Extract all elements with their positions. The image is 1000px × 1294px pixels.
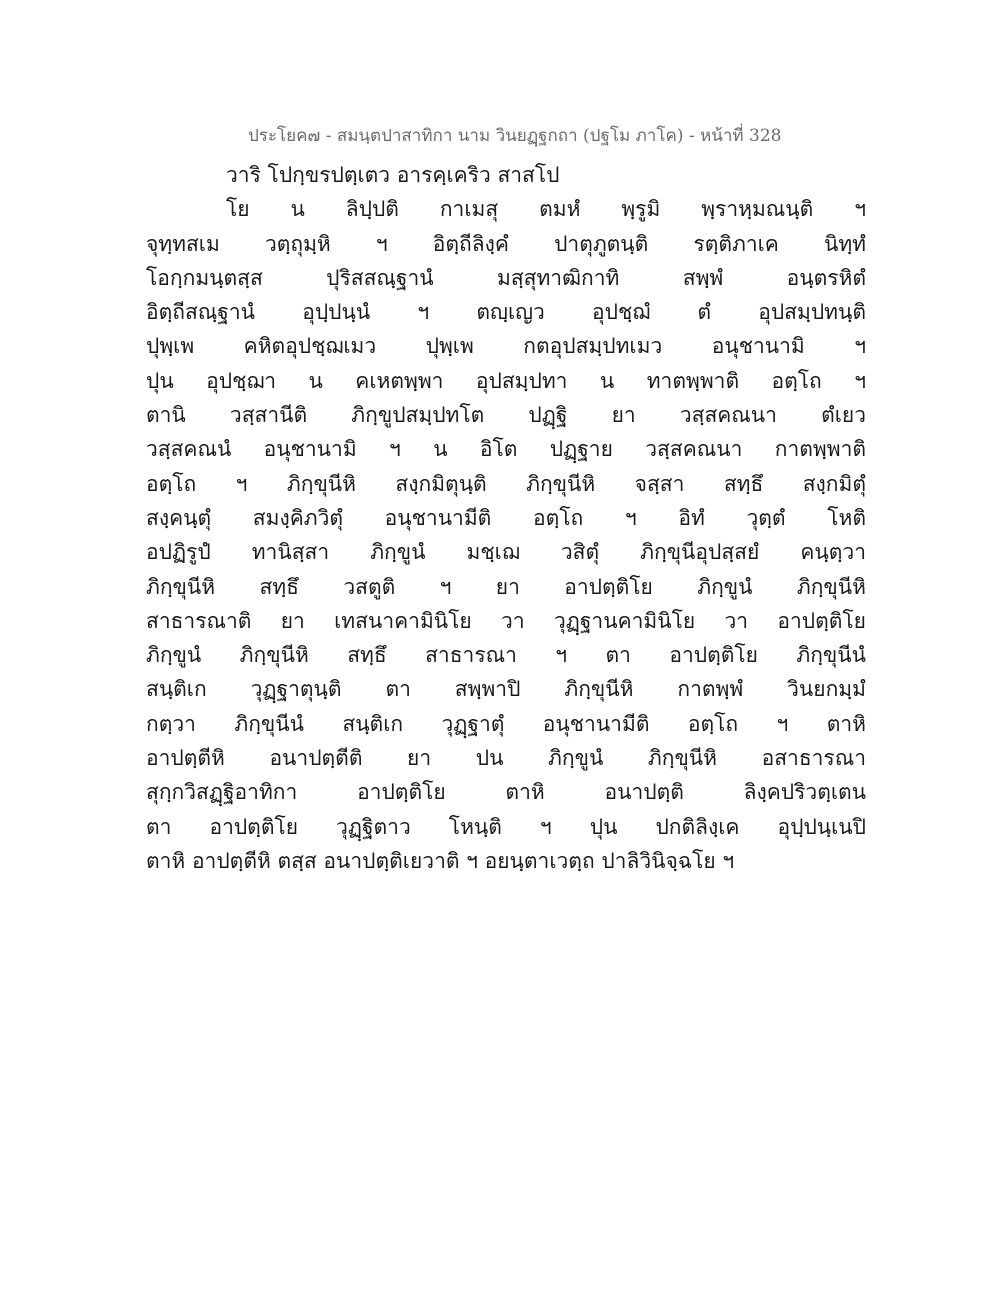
text-line: ภิกฺขูนํ ภิกฺขุนีหิ สทฺธึ สาธารณา ฯ ตา อาปตฺติโย ภิกฺขุนีนํ [146,643,866,668]
text-line: อปฏิรูปํ ทานิสฺสา ภิกฺขูนํ มชฺเฌ วสิตุํ ภิกฺขุนีอุปสฺสยํ คนฺตฺวา [146,540,866,565]
text-line: ตา อาปตฺติโย วุฏฺฐิตาว โหนฺติ ฯ ปุน ปกติลิงฺเค อุปฺปนฺเนปิ [146,814,866,839]
text-line: วสฺสคณนํ อนุชานามิ ฯ น อิโต ปฏฺฐาย วสฺสคณนา กาตพฺพาติ [146,437,866,462]
text-line: โอกฺกมนฺตสฺส ปุริสสณฺฐานํ มสฺสุทาฒิกาทิ สพฺพํ อนฺตรหิตํ [146,265,866,290]
body-text [146,158,866,878]
text-line: อตฺโถ ฯ ภิกฺขุนีหิ สงฺกมิตุนฺติ ภิกฺขุนีหิ จสฺสา สทฺธึ สงฺกมิตุํ [146,471,866,496]
text-line: จุทฺทสเม วตฺถุมฺหิ ฯ อิตฺถีลิงฺคํ ปาตุภูตนฺติ รตฺติภาเค นิทฺทํ [146,231,866,256]
text-line: สนฺติเก วุฏฺฐาตุนฺติ ตา สพฺพาปิ ภิกฺขุนีหิ กาตพฺพํ วินยกมฺมํ [146,677,866,702]
text-line: ภิกฺขุนีหิ สทฺธึ วสตูติ ฯ ยา อาปตฺติโย ภิกฺขูนํ ภิกฺขุนีหิ [146,574,866,599]
verse-line-2: โย น ลิปฺปติ กาเมสุ ตมหํ พฺรูมิ พฺราหฺมณนฺติ ฯ [226,197,866,222]
running-header: ประโยค๗ - สมนฺตปาสาทิกา นาม วินยฏฺฐกถา (ปฐโม ภาโค) - หน้าที่ 328 [248,126,782,146]
text-line: สงฺคนฺตุํ สมงฺคิภวิตุํ อนุชานามีติ อตฺโถ ฯ อิทํ วุตฺตํ โหติ [146,505,866,530]
text-line-last: ตาหิ อาปตฺตีหิ ตสฺส อนาปตฺติเยวาติ ฯ อยนฺตาเวตฺถ ปาลิวินิจฺฉโย ฯ [146,848,735,873]
text-line: ตานิ วสฺสานีติ ภิกฺขูปสมฺปทโต ปฏฺฐิ ยา วสฺสคณนา ตํเยว [146,403,866,428]
text-line: ปุน อุปชฺฌา น คเหตพฺพา อุปสมฺปทา น ทาตพฺพาติ อตฺโถ ฯ [146,368,866,393]
verse-line-1: วาริ โปกฺขรปตฺเตว อารคฺเคริว สาสโป [226,163,560,187]
text-line: กตฺวา ภิกฺขุนีนํ สนฺติเก วุฏฺฐาตุํ อนุชานามีติ อตฺโถ ฯ ตาหิ [146,711,866,736]
text-line: อาปตฺตีหิ อนาปตฺตีติ ยา ปน ภิกฺขูนํ ภิกฺขุนีหิ อสาธารณา [146,746,866,771]
text-line: อิตฺถีสณฺฐานํ อุปฺปนฺนํ ฯ ตญฺเญว อุปชฺฌํ ตํ อุปสมฺปทนฺติ [146,300,866,325]
text-line: สุกฺกวิสฏฺฐิอาทิกา อาปตฺติโย ตาหิ อนาปตฺติ ลิงฺคปริวตฺเตน [146,780,866,805]
text-line: ปุพฺเพ คหิตอุปชฺฌเมว ปุพฺเพ กตอุปสมฺปทเมว อนุชานามิ ฯ [146,334,866,359]
text-line: สาธารณาติ ยา เทสนาคามินิโย วา วุฏฺฐานคามินิโย วา อาปตฺติโย [146,608,866,633]
